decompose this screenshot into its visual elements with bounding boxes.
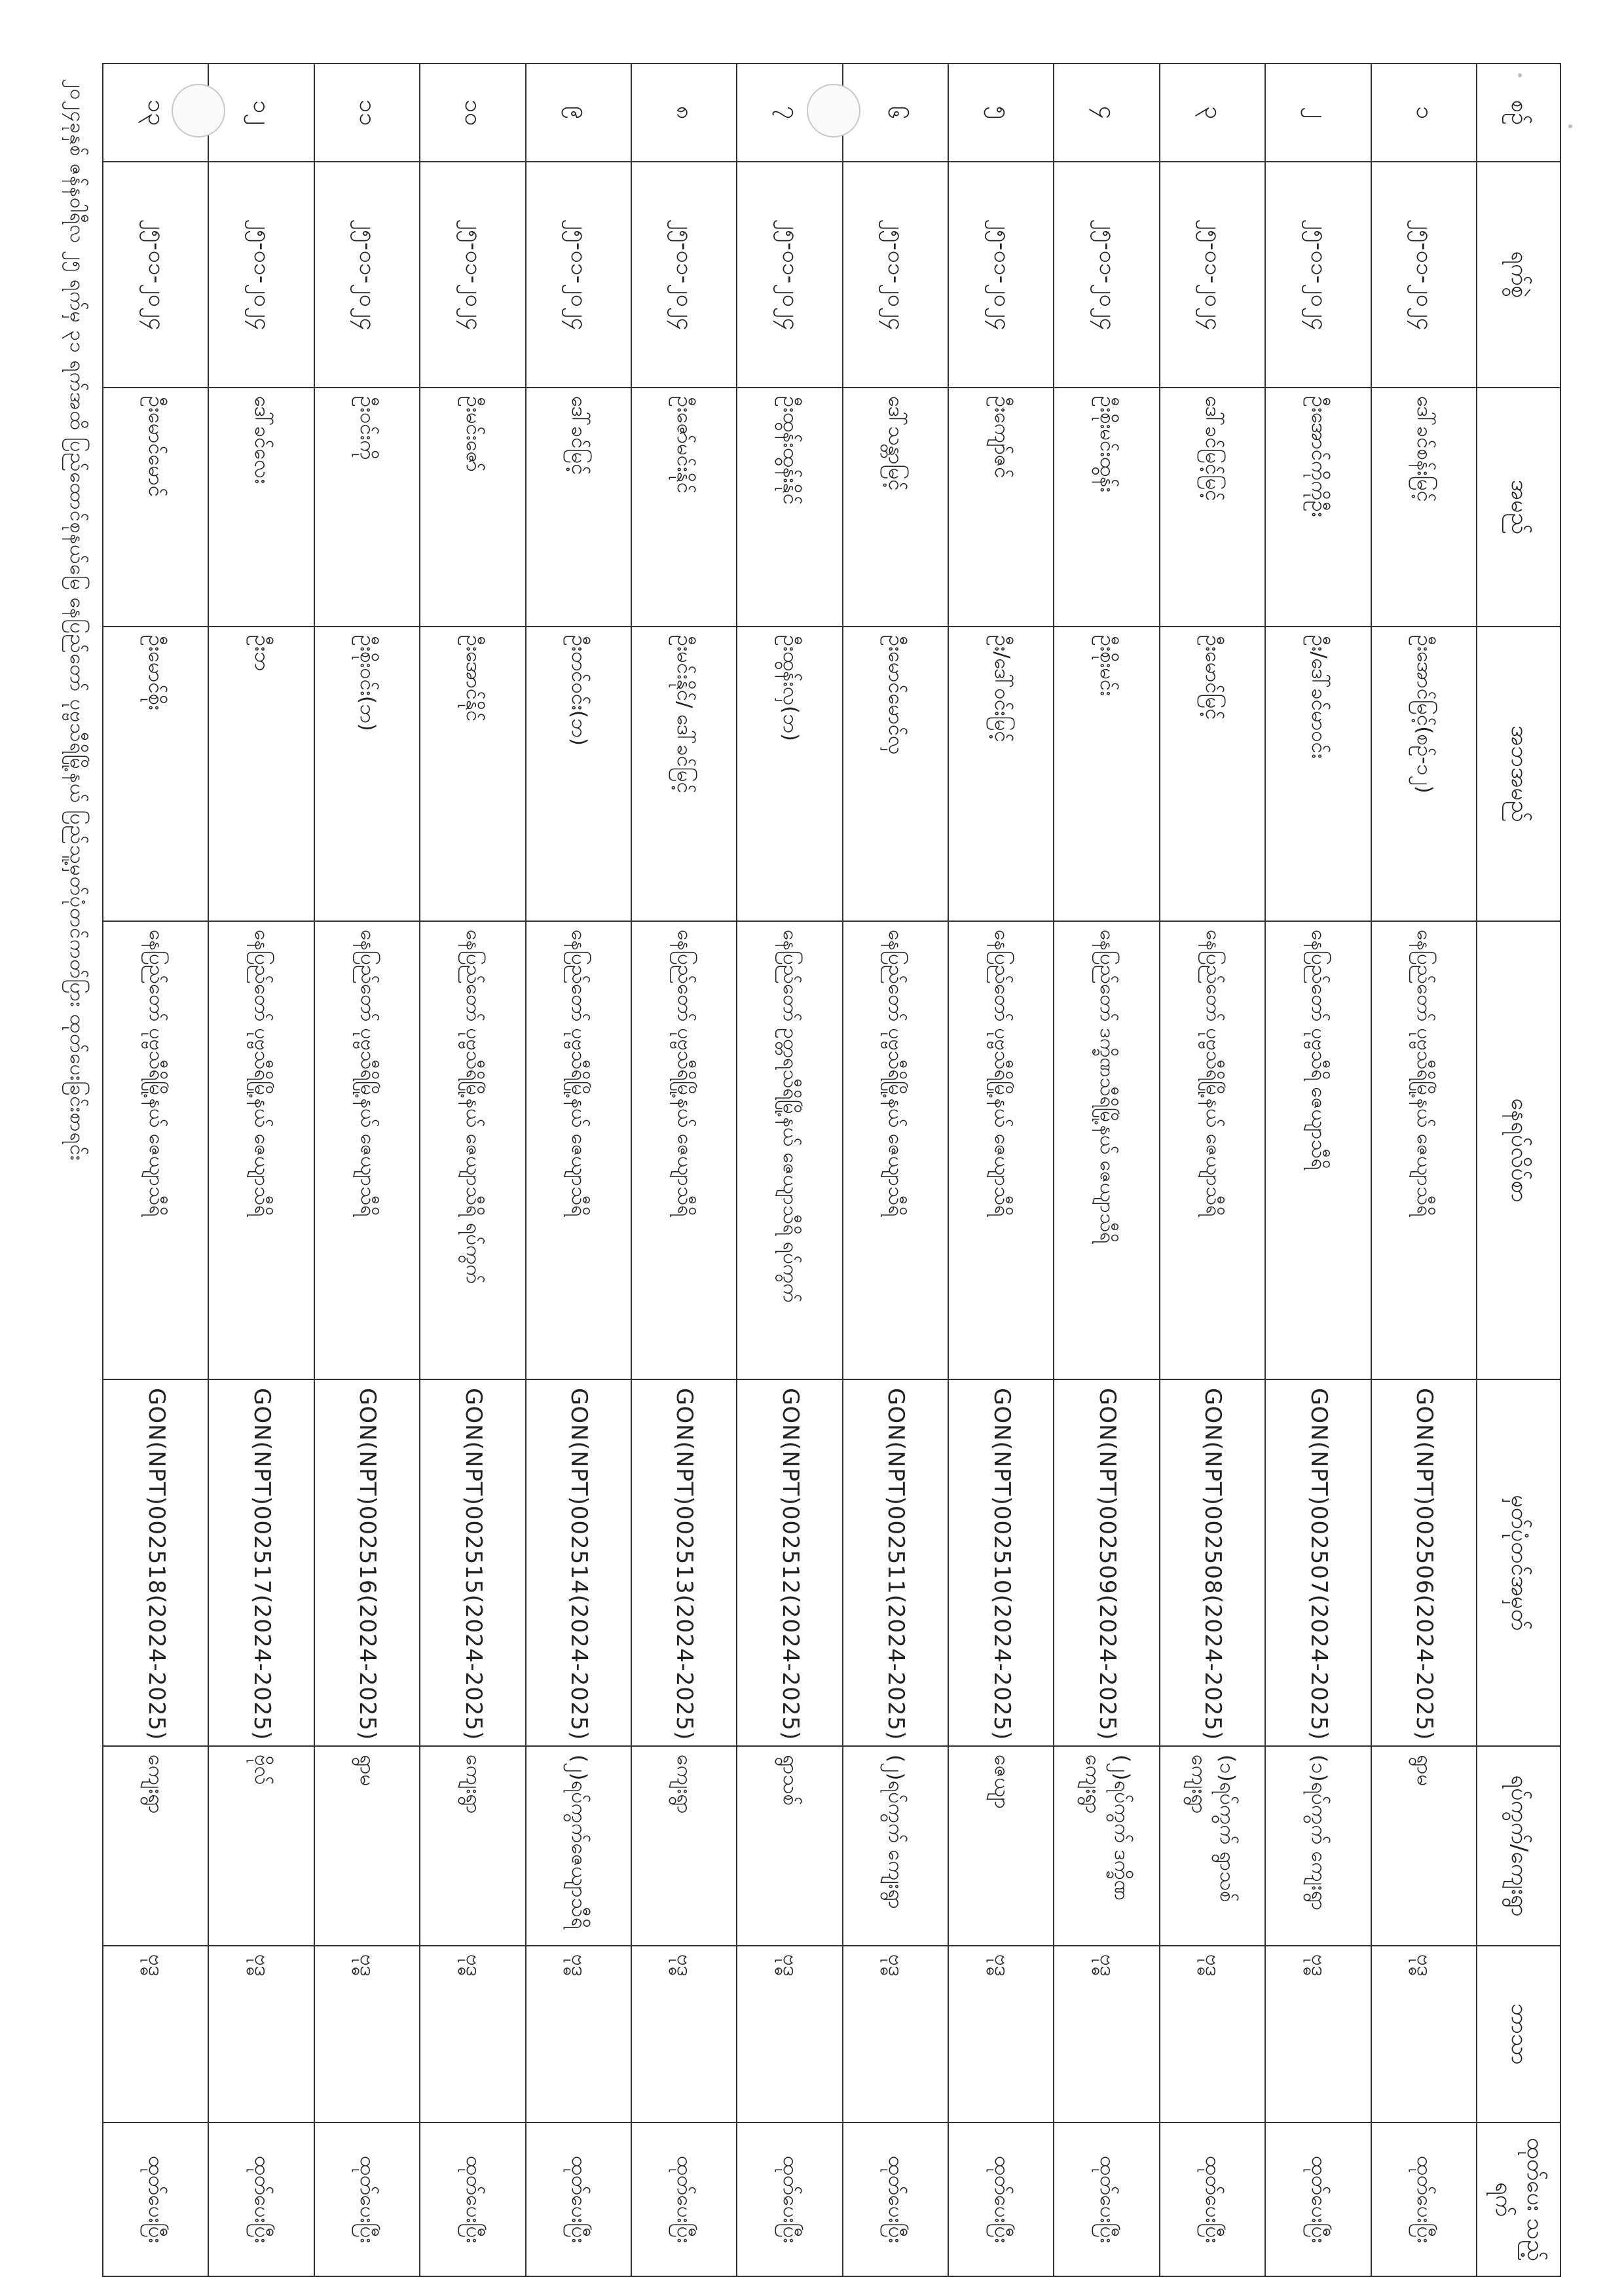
row-date: ၂၅-၀၁-၂၀၂၄ <box>1371 162 1477 388</box>
row-father-name: ဦးစိုးမင်း <box>1054 627 1160 921</box>
row-date: ၂၅-၀၁-၂၀၂၄ <box>631 162 737 388</box>
row-address: နေပြည်တော် ပုဗ္ဗသီရိမြို့နယ် ဇေယျာသီရိ <box>1160 921 1265 1379</box>
table-row <box>1160 64 1265 2276</box>
row-name: ဒေါ်ခင်လေး <box>209 388 314 627</box>
row-status: ထုတ်ပေးပြီး <box>314 2123 420 2276</box>
row-address: နေပြည်တော် ပုဗ္ဗသီရိမြို့နယ် ဇေယျာသီရိ <box>103 921 209 1379</box>
row-number: ၈ <box>631 64 737 162</box>
row-status: ထုတ်ပေးပြီး <box>948 2123 1054 2276</box>
row-address: နေပြည်တော် ပုဗ္ဗသီရိမြို့နယ် ဇေယျာသီရိ <box>631 921 737 1379</box>
row-registration-number: GON(NPT)002511(2024-2025) <box>843 1379 948 1746</box>
row-registration-number: GON(NPT)002506(2024-2025) <box>1371 1379 1477 1746</box>
row-name: ဒေါ်ခင်မြင့် <box>526 388 631 627</box>
row-status: ထုတ်ပေးပြီး <box>1371 2123 1477 2276</box>
table-row <box>843 64 948 2276</box>
row-status: ထုတ်ပေးပြီး <box>1054 2123 1160 2276</box>
row-name: ဒေါ်ခင်မြင့်မြင့် <box>1160 388 1265 627</box>
row-date: ၂၅-၀၁-၂၀၂၄ <box>843 162 948 388</box>
row-date: ၂၅-၀၁-၂၀၂၄ <box>103 162 209 388</box>
registration-table <box>102 63 1561 2277</box>
row-ward: (၂)ရပ်ကွက် ကျေးရွာ <box>843 1746 948 1946</box>
header-father: အဘအမည် <box>1477 627 1560 921</box>
row-religion: ဗုဒ္ဓ <box>737 1946 842 2123</box>
row-father-name: ဦးဘ <box>209 627 314 921</box>
punch-hole <box>172 84 225 137</box>
row-date: ၂၅-၀၁-၂၀၂၄ <box>1265 162 1371 388</box>
row-number: ၆ <box>843 64 948 162</box>
row-address: နေပြည်တော် ဥတ္တရသီရိမြို့နယ် ဇေယျာသီရိ ရပ်ကွက် <box>737 921 842 1379</box>
row-registration-number: GON(NPT)002513(2024-2025) <box>631 1379 737 1746</box>
row-ward: ရွာမ <box>1371 1746 1477 1946</box>
row-father-name: ဦးမောင်မြင့် <box>1160 627 1265 921</box>
table-row <box>209 64 314 2276</box>
row-date: ၂၅-၀၁-၂၀၂၄ <box>1054 162 1160 388</box>
row-number: ၉ <box>526 64 631 162</box>
row-status: ထုတ်ပေးပြီး <box>737 2123 842 2276</box>
scan-speck <box>1568 124 1572 128</box>
row-religion: ဗုဒ္ဓ <box>948 1946 1054 2123</box>
row-number: ၁၁ <box>314 64 420 162</box>
row-status: ထုတ်ပေးပြီး <box>209 2123 314 2276</box>
row-religion: ဗုဒ္ဓ <box>843 1946 948 2123</box>
row-ward: ကျေးရွာ <box>631 1746 737 1946</box>
row-registration-number: GON(NPT)002507(2024-2025) <box>1265 1379 1371 1746</box>
row-ward: ဇေယျာ <box>948 1746 1054 1946</box>
row-registration-number: GON(NPT)002514(2024-2025) <box>526 1379 631 1746</box>
row-status: ထုတ်ပေးပြီး <box>843 2123 948 2276</box>
row-ward: ကျေးရွာ <box>420 1746 525 1946</box>
row-father-name: ဦးအောင်မြင့်(စဉ်-၁၂) <box>1371 627 1477 921</box>
row-ward: (၁)ရပ်ကွက် ရွာသစ်ကျေးရွာ <box>1160 1746 1265 1946</box>
row-status: ထုတ်ပေးပြီး <box>1265 2123 1371 2276</box>
row-ward: ကျေးရွာ <box>103 1746 209 1946</box>
table-row <box>526 64 631 2276</box>
row-address: နေပြည်တော် ပုဗ္ဗသီရိမြို့နယ် ဇေယျာသီရိ <box>1371 921 1477 1379</box>
table-body <box>103 64 1477 2276</box>
row-father-name: ဦးအောင်နိုင် <box>420 627 525 921</box>
row-number: ၄ <box>1054 64 1160 162</box>
row-number: ၂ <box>1265 64 1371 162</box>
row-address: နေပြည်တော် ပုဗ္ဗသီရိမြို့နယ် ဇေယျာသီရိ <box>843 921 948 1379</box>
table-row <box>1371 64 1477 2276</box>
row-address: နေပြည်တော် ပုဗ္ဗသီရိမြို့နယ် ဇေယျာသီရိ <box>526 921 631 1379</box>
table-row <box>1054 64 1160 2276</box>
row-religion: ဗုဒ္ဓ <box>420 1946 525 2123</box>
row-religion: ဗုဒ္ဓ <box>1054 1946 1160 2123</box>
row-name: ဦးဇော်မင်းနိုင် <box>631 388 737 627</box>
row-father-name: ဦးထွန်းလှ(ဘ) <box>737 627 842 921</box>
table-row <box>103 64 209 2276</box>
row-religion: ဗုဒ္ဓ <box>209 1946 314 2123</box>
header-status: ထုတ်ပေး သည့်ရက် <box>1477 2123 1560 2276</box>
row-religion: ဗုဒ္ဓ <box>1160 1946 1265 2123</box>
row-registration-number: GON(NPT)002517(2024-2025) <box>209 1379 314 1746</box>
row-father-name: ဦး/ဒေါ်ဝင်းမြင့် <box>948 627 1054 921</box>
row-name: ဦးမောင်မောင် <box>103 388 209 627</box>
row-name: ဒေါ်သန္တာမြင့် <box>843 388 948 627</box>
table-row <box>737 64 842 2276</box>
header-date: ရက်စွဲ <box>1477 162 1560 388</box>
row-registration-number: GON(NPT)002518(2024-2025) <box>103 1379 209 1746</box>
row-religion: ဗုဒ္ဓ <box>1265 1946 1371 2123</box>
header-religion: ဘာသာ <box>1477 1946 1560 2123</box>
row-ward: (၂)ရပ်ကွက် ဒက္ခိဏ ကျေးရွာ <box>1054 1746 1160 1946</box>
row-religion: ဗုဒ္ဓ <box>631 1946 737 2123</box>
row-ward: ရွာမ <box>314 1746 420 1946</box>
row-father-name: ဦးမောင်စိုး <box>103 627 209 921</box>
row-number: ၁ <box>1371 64 1477 162</box>
row-registration-number: GON(NPT)002512(2024-2025) <box>737 1379 842 1746</box>
row-name: ဦးအောင်ကိုကိုဦး <box>1265 388 1371 627</box>
table-row <box>314 64 420 2276</box>
row-name: ဦးစိုးမင်းထွန်း <box>1054 388 1160 627</box>
table-row <box>420 64 525 2276</box>
row-status: ထုတ်ပေးပြီး <box>103 2123 209 2276</box>
row-religion: ဗုဒ္ဓ <box>526 1946 631 2123</box>
row-date: ၂၅-၀၁-၂၀၂၄ <box>209 162 314 388</box>
header-address: နေရပ်လိပ်စာ <box>1477 921 1560 1379</box>
row-address: နေပြည်တော် ပုဗ္ဗသီရိမြို့နယ် ဇေယျာသီရိ <box>948 921 1054 1379</box>
table-row <box>948 64 1054 2276</box>
row-father-name: ဦးမောင်မောင်လှ <box>843 627 948 921</box>
row-father-name: ဦးစိုးဝင်း(ဘ) <box>314 627 420 921</box>
row-registration-number: GON(NPT)002515(2024-2025) <box>420 1379 525 1746</box>
row-father-name: ဦး/ဒေါ်ခင်မာဝင်း <box>1265 627 1371 921</box>
row-name: ဒေါ်ခင်စန်းမြင့် <box>1371 388 1477 627</box>
row-status: ထုတ်ပေးပြီး <box>631 2123 737 2276</box>
table-row <box>631 64 737 2276</box>
row-ward: ရွာသစ် <box>737 1746 842 1946</box>
row-date: ၂၅-၀၁-၂၀၂၄ <box>948 162 1054 388</box>
row-registration-number: GON(NPT)002508(2024-2025) <box>1160 1379 1265 1746</box>
row-number: ၁၂ <box>209 64 314 162</box>
row-address: နေပြည်တော် ပုဗ္ဗသီရိမြို့နယ် ဇေယျာသီရိ ရပ်ကွက် <box>420 921 525 1379</box>
row-date: ၂၅-၀၁-၂၀၂၄ <box>526 162 631 388</box>
header-ward: ရပ်ကွက်/ကျေးရွာ <box>1477 1746 1560 1946</box>
row-religion: ဗုဒ္ဓ <box>103 1946 209 2123</box>
row-registration-number: GON(NPT)002509(2024-2025) <box>1054 1379 1160 1746</box>
row-date: ၂၅-၀၁-၂၀၂၄ <box>1160 162 1265 388</box>
row-address: နေပြည်တော် ပုဗ္ဗသီရိ ဇေယျာသီရိ <box>1265 921 1371 1379</box>
table-header-row <box>1477 64 1560 2276</box>
row-number: ၁၃ <box>103 64 209 162</box>
row-religion: ဗုဒ္ဓ <box>1371 1946 1477 2123</box>
punch-hole <box>807 84 860 137</box>
row-date: ၂၅-၀၁-၂၀၂၄ <box>420 162 525 388</box>
row-number: ၅ <box>948 64 1054 162</box>
row-registration-number: GON(NPT)002516(2024-2025) <box>314 1379 420 1746</box>
row-address: နေပြည်တော် ပုဗ္ဗသီရိမြို့နယ် ဇေယျာသီရိ <box>209 921 314 1379</box>
row-ward: ဗိုလ် <box>209 1746 314 1946</box>
row-date: ၂၅-၀၁-၂၀၂၄ <box>737 162 842 388</box>
row-registration-number: GON(NPT)002510(2024-2025) <box>948 1379 1054 1746</box>
row-address: နေပြည်တော် ပုဗ္ဗသီရိမြို့နယ် ဇေယျာသီရိ <box>314 921 420 1379</box>
header-no: စဉ် <box>1477 64 1560 162</box>
row-name: ဦးမင်းဇော် <box>420 388 525 627</box>
row-ward: (၁)ရပ်ကွက် ကျေးရွာ <box>1265 1746 1371 1946</box>
header-name: အမည် <box>1477 388 1560 627</box>
row-status: ထုတ်ပေးပြီး <box>420 2123 525 2276</box>
row-name: ဦးထွန်းထွန်းနိုင် <box>737 388 842 627</box>
row-name: ဦးဝင်းကို <box>314 388 420 627</box>
row-religion: ဗုဒ္ဓ <box>314 1946 420 2123</box>
table-row <box>1265 64 1371 2276</box>
row-name: ဦးကျော်ဇင် <box>948 388 1054 627</box>
row-number: ၁၀ <box>420 64 525 162</box>
row-date: ၂၅-၀၁-၂၀၂၄ <box>314 162 420 388</box>
row-status: ထုတ်ပေးပြီး <box>526 2123 631 2276</box>
document-caption: ၂၀၂၄ခုနှစ် ဇန်နဝါရီလ ၂၅ ရက်မှ ၃၁ ရက်အထိ ပြည်ထောင်စုနယ်မြေ နေပြည်တော် ပုဗ္ဗသီရိမြို့နယ် ပြည်သူ့မှတ်ပုံတင်ကတ်ပြား ထုတ်ပေးခြင်းစာရင်း <box>65 79 88 1161</box>
row-father-name: ဦးမင်းနိုင်/ ဒေါ်ခင်မြင့် <box>631 627 737 921</box>
scan-speck <box>1518 73 1522 77</box>
row-address: နေပြည်တော် ဒက္ခိဏသီရိမြို့နယ် ဇေယျာသီရိ <box>1054 921 1160 1379</box>
row-number: ၃ <box>1160 64 1265 162</box>
row-father-name: ဦးတင်ဝင်း(ဘ) <box>526 627 631 921</box>
header-reg-no: မှတ်ပုံတင်အမှတ် <box>1477 1379 1560 1746</box>
row-status: ထုတ်ပေးပြီး <box>1160 2123 1265 2276</box>
row-ward: (၂)ရပ်ကွက်ဇေယျာသီရိ <box>526 1746 631 1946</box>
row-number: ၇ <box>737 64 842 162</box>
